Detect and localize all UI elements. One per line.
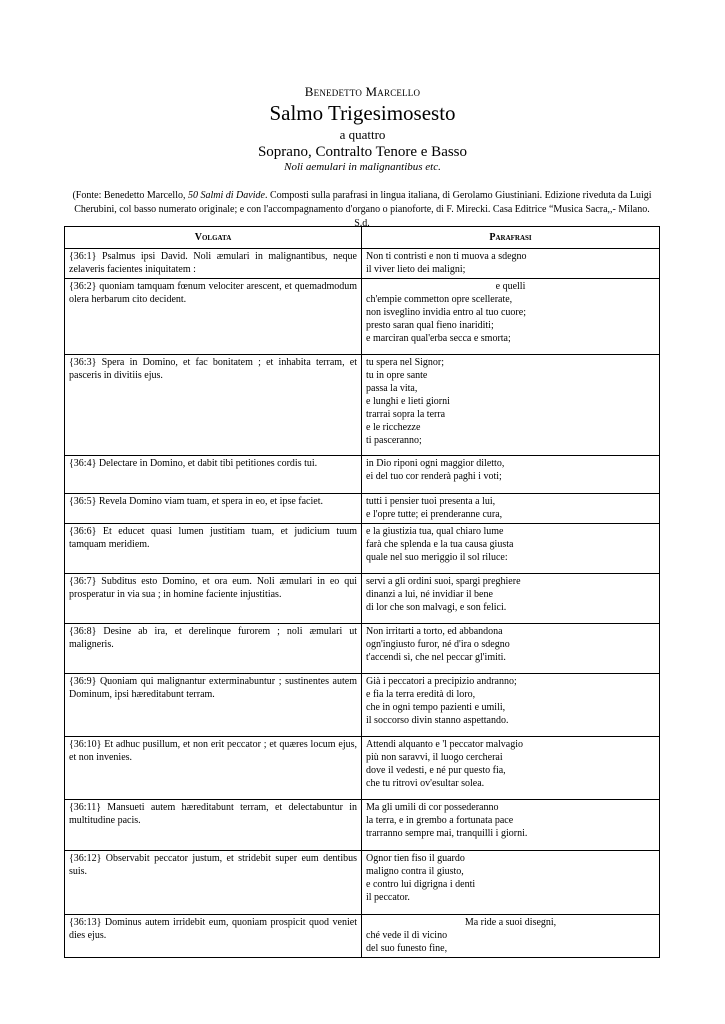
table-row: [65, 249, 660, 279]
paraphrase-line: maligno contra il giusto,: [366, 866, 464, 877]
paraphrase-line: Ognor tien fiso il guardo: [366, 853, 465, 864]
paraphrase-line: passa la vita,: [366, 383, 418, 394]
paraphrase-line: tutti i pensier tuoi presenta a lui,: [366, 496, 496, 507]
table-row: [65, 524, 660, 574]
paraphrase-line: il viver lieto dei maligni;: [366, 264, 466, 275]
paraphrase-line: e la giustizia tua, qual chiaro lume: [366, 526, 504, 537]
latin-verse-cell: {36:7} Subditus esto Domino, et ora eum. Noli æmulari in eo qui prosperatur in via sua ; in homine faciente injustitias.: [65, 574, 362, 624]
italian-paraphrase-cell: [362, 800, 660, 851]
paraphrase-line: e lunghi e lieti giorni: [366, 396, 450, 407]
table-row: [65, 624, 660, 674]
paraphrase-line: farà che splenda e la tua causa giusta: [366, 539, 514, 550]
paraphrase-line: dove il vedesti, e né pur questo fia,: [366, 765, 506, 776]
italian-paraphrase-cell: [362, 494, 660, 524]
paraphrase-line: presto saran qual fieno inariditi;: [366, 320, 494, 331]
subtitle: a quattro: [339, 127, 386, 142]
latin-verse-cell: {36:3} Spera in Domino, et fac bonitatem ; et inhabita terram, et pasceris in divitiis ejus.: [65, 355, 362, 456]
psalm-table: [64, 226, 660, 958]
italian-paraphrase-cell: [362, 355, 660, 456]
italian-paraphrase-cell: [362, 456, 660, 494]
column-header-parafrasi: Parafrasi: [362, 227, 660, 249]
table-body: [65, 249, 660, 958]
paraphrase-line: quale nel suo meriggio il sol riluce:: [366, 552, 508, 563]
source-prefix: (Fonte: Benedetto Marcello,: [72, 190, 188, 201]
latin-verse-cell: {36:2} quoniam tamquam fœnum velociter arescent, et quemadmodum olera herbarum cito decident.: [65, 279, 362, 355]
latin-verse-cell: {36:12} Observabit peccator justum, et stridebit super eum dentibus suis.: [65, 851, 362, 915]
paraphrase-line: che tu ritrovi ov'esultar solea.: [366, 778, 485, 789]
italian-paraphrase-cell: [362, 624, 660, 674]
latin-verse-cell: {36:11} Mansueti autem hæreditabunt terram, et delectabuntur in multitudine pacis.: [65, 800, 362, 851]
latin-verse-cell: {36:4} Delectare in Domino, et dabit tibi petitiones cordis tui.: [65, 456, 362, 494]
table-row: [65, 674, 660, 737]
source-details: . Composti sulla parafrasi in lingua italiana, di Gerolamo Giustiniani. Edizione riveduta da Luigi Cherubini, col basso numerato originale; e con l'accompagnamento d'organo o pianoforte, di F. Mirecki. Casa Editrice “Musica Sacra,,- Milano. S.d.: [74, 190, 652, 229]
latin-verse-cell: {36:13} Dominus autem irridebit eum, quoniam prospicit quod veniet dies ejus.: [65, 915, 362, 958]
paraphrase-line: Ma gli umili di cor possederanno: [366, 802, 499, 813]
paraphrase-line: il soccorso divin stanno aspettando.: [366, 715, 509, 726]
paraphrase-line: e quelli: [495, 281, 526, 292]
table-row: [65, 355, 660, 456]
latin-verse-cell: {36:8} Desine ab ira, et derelinque furorem ; noli æmulari ut maligneris.: [65, 624, 362, 674]
table-row: [65, 279, 660, 355]
paraphrase-line: servi a gli ordini suoi, spargi preghiere: [366, 576, 521, 587]
paraphrase-line: e marciran qual'erba secca e smorta;: [366, 333, 511, 344]
latin-verse-cell: {36:10} Et adhuc pusillum, et non erit peccator ; et quæres locum ejus, et non invenies.: [65, 737, 362, 800]
paraphrase-line: Non ti contristi e non ti muova a sdegno: [366, 251, 527, 262]
paraphrase-line: e fia la terra eredità di loro,: [366, 689, 476, 700]
italian-paraphrase-cell: [362, 279, 660, 355]
paraphrase-line: ti pasceranno;: [366, 435, 422, 446]
paraphrase-line: e l'opre tutte; ei prenderanne cura,: [366, 509, 503, 520]
table-row: [65, 851, 660, 915]
table-row: [65, 737, 660, 800]
paraphrase-line: non isveglino invidia entro al tuo cuore;: [366, 307, 526, 318]
paraphrase-line: trarrai sopra la terra: [366, 409, 446, 420]
paraphrase-line: t'accendi sì, che nel peccar gl'imiti.: [366, 652, 506, 663]
italian-paraphrase-cell: [362, 851, 660, 915]
paraphrase-line: Ma ride a suoi disegni,: [464, 917, 557, 928]
paraphrase-line: trarranno sempre mai, tranquilli i giorni.: [366, 828, 528, 839]
latin-verse-cell: {36:6} Et educet quasi lumen justitiam tuam, et judicium tuum tamquam meridiem.: [65, 524, 362, 574]
paraphrase-line: Già i peccatori a precipizio andranno;: [366, 676, 517, 687]
italian-paraphrase-cell: [362, 674, 660, 737]
paraphrase-line: Non irritarti a torto, ed abbandona: [366, 626, 503, 637]
page-title: Salmo Trigesimosesto: [269, 101, 456, 125]
paraphrase-line: di lor che son malvagi, e son felici.: [366, 602, 507, 613]
table-row: [65, 456, 660, 494]
latin-verse-cell: {36:5} Revela Domino viam tuam, et spera in eo, et ipse faciet.: [65, 494, 362, 524]
source-work-title: 50 Salmi di Davide: [188, 190, 265, 201]
italian-paraphrase-cell: [362, 249, 660, 279]
voices-line: Soprano, Contralto Tenore e Basso: [257, 144, 468, 160]
paraphrase-line: ché vede il dì vicino: [366, 930, 448, 941]
composer-name: Benedetto Marcello: [304, 84, 421, 99]
latin-verse-cell: {36:1} Psalmus ipsi David. Noli æmulari in malignantibus, neque zelaveris facientes iniquitatem :: [65, 249, 362, 279]
italian-paraphrase-cell: [362, 574, 660, 624]
paraphrase-line: più non saravvi, il luogo cercherai: [366, 752, 503, 763]
italian-paraphrase-cell: [362, 737, 660, 800]
paraphrase-line: tu spera nel Signor;: [366, 357, 445, 368]
paraphrase-line: e contro lui digrigna i denti: [366, 879, 476, 890]
table-row: [65, 915, 660, 958]
paraphrase-line: ei del tuo cor renderà paghi i voti;: [366, 471, 502, 482]
paraphrase-line: dinanzi a lui, né invidiar il bene: [366, 589, 493, 600]
column-header-volgata: Volgata: [65, 227, 362, 249]
paraphrase-line: il peccator.: [366, 892, 410, 903]
paraphrase-line: del suo funesto fine,: [366, 943, 448, 954]
table-row: [65, 574, 660, 624]
incipit-line: Noli aemulari in malignantibus etc.: [284, 161, 441, 173]
paraphrase-line: ogn'ingiusto furor, né d'ira o sdegno: [366, 639, 510, 650]
source-note: [66, 189, 658, 231]
italian-paraphrase-cell: [362, 524, 660, 574]
table-header-row: [65, 227, 660, 249]
paraphrase-line: tu in opre sante: [366, 370, 428, 381]
italian-paraphrase-cell: [362, 915, 660, 958]
paraphrase-line: e le ricchezze: [366, 422, 421, 433]
paraphrase-line: ch'empie commetton opre scellerate,: [366, 294, 513, 305]
table-row: [65, 494, 660, 524]
paraphrase-line: che in ogni tempo pazienti e umili,: [366, 702, 506, 713]
latin-verse-cell: {36:9} Quoniam qui malignantur exterminabuntur ; sustinentes autem Dominum, ipsi hæreditabunt terram.: [65, 674, 362, 737]
paraphrase-line: la terra, e in grembo a fortunata pace: [366, 815, 514, 826]
table-row: [65, 800, 660, 851]
paraphrase-line: in Dio riponi ogni maggior diletto,: [366, 458, 505, 469]
paraphrase-line: Attendi alquanto e 'l peccator malvagio: [366, 739, 524, 750]
